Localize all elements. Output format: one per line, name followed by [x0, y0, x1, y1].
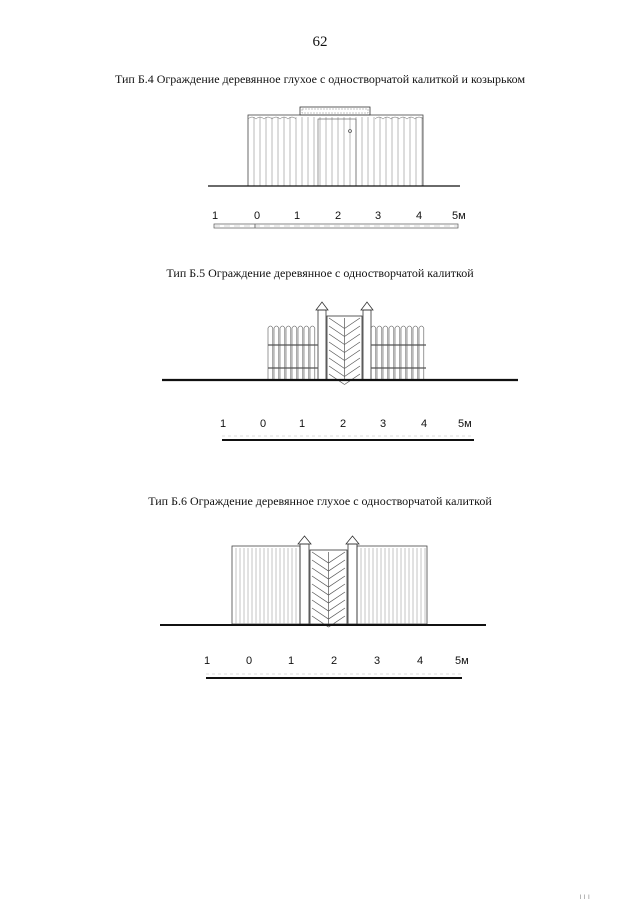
- scale-tick-label: 3: [380, 418, 387, 430]
- scale-tick-label: 2: [335, 210, 342, 222]
- scale-tick-label: 5м: [455, 655, 469, 667]
- scale-tick-label: 1: [220, 418, 227, 430]
- figure-caption-b6: Тип Б.6 Ограждение деревянное глухое с одностворчатой калиткой: [148, 494, 492, 508]
- fence-drawing-b5: [0, 290, 640, 400]
- scale-tick-label: 2: [340, 418, 347, 430]
- scale-tick-label: 0: [254, 210, 261, 222]
- page-number: 62: [312, 34, 328, 50]
- scale-bar-b6: [0, 650, 640, 680]
- scale-tick-label: 1: [212, 210, 219, 222]
- scale-tick-label: 0: [260, 418, 267, 430]
- scale-tick-label: 4: [421, 418, 428, 430]
- scale-tick-label: 1: [294, 210, 301, 222]
- figure-caption-b5: Тип Б.5 Ограждение деревянное с одностворчатой калиткой: [166, 266, 474, 280]
- scale-tick-label: 1: [288, 655, 295, 667]
- scale-tick-label: 0: [246, 655, 253, 667]
- scale-tick-label: 3: [375, 210, 382, 222]
- scale-tick-label: 1: [204, 655, 211, 667]
- scale-tick-label: 4: [416, 210, 423, 222]
- fence-drawing-b6: [0, 532, 640, 632]
- scale-tick-label: 2: [331, 655, 338, 667]
- scale-tick-label: 5м: [452, 210, 466, 222]
- scale-tick-label: 1: [299, 418, 306, 430]
- figure-caption-b4: Тип Б.4 Ограждение деревянное глухое с одностворчатой калиткой и козырьком: [114, 72, 526, 86]
- scale-bar-b5: [0, 414, 640, 444]
- footer-mark: ııı: [579, 892, 592, 901]
- fence-drawing-b4: [0, 95, 640, 205]
- scale-bar-b4: [0, 206, 640, 236]
- scale-tick-label: 3: [374, 655, 381, 667]
- scale-tick-label: 5м: [458, 418, 472, 430]
- scale-tick-label: 4: [417, 655, 424, 667]
